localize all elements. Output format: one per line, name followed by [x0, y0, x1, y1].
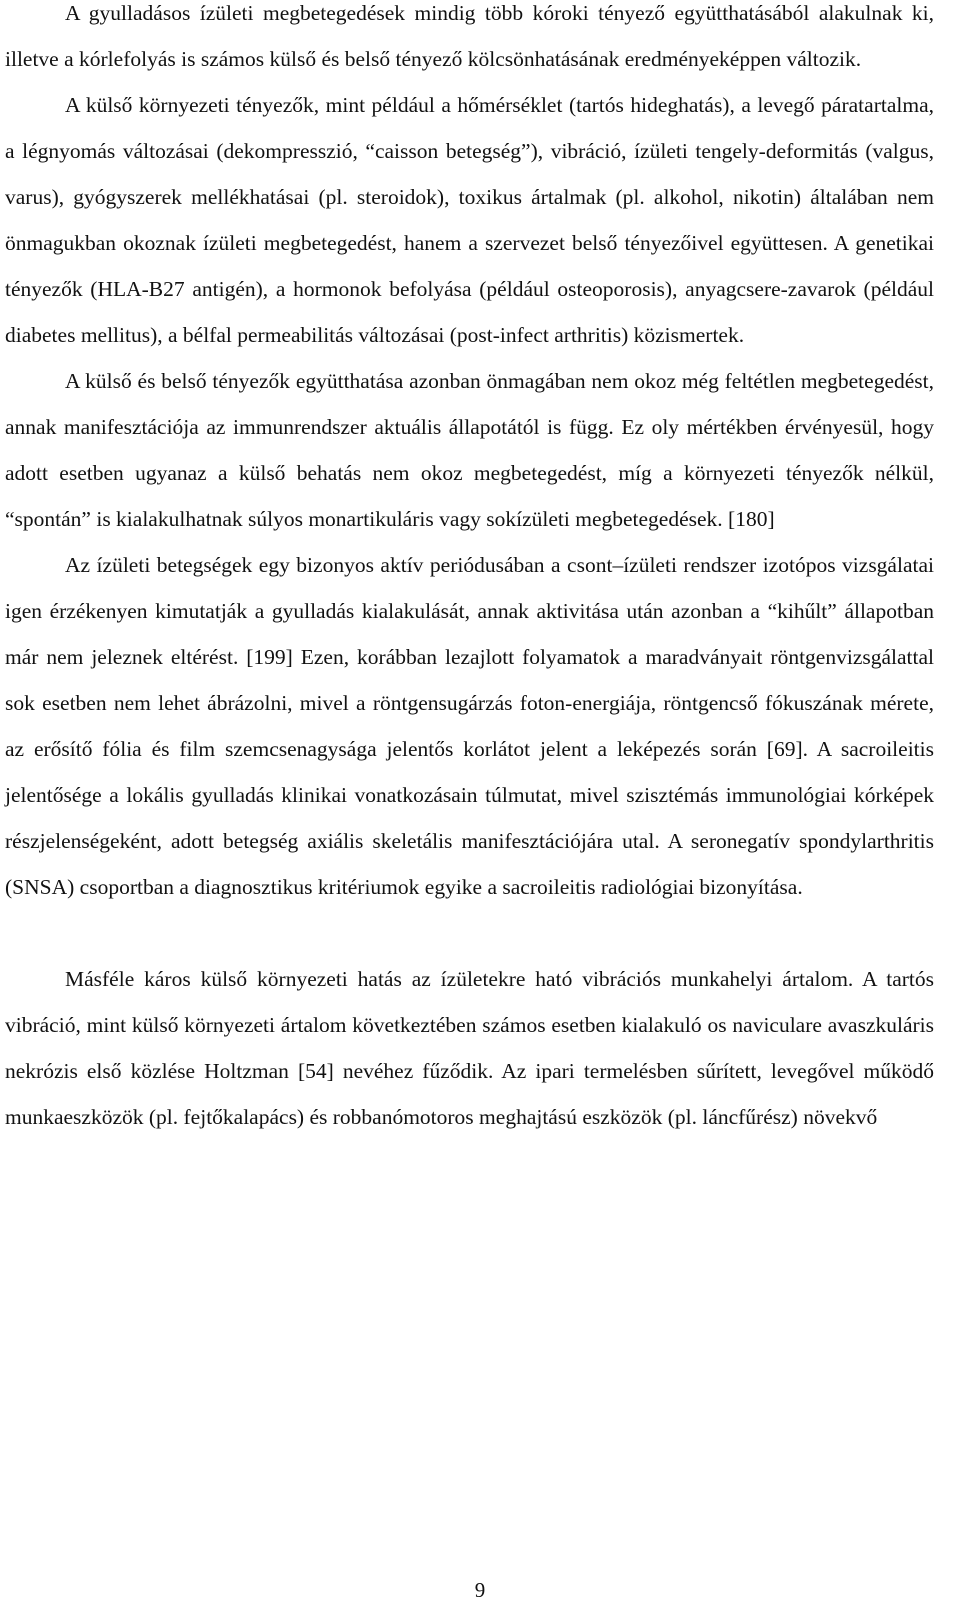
paragraph-isotope-examination: Az ízületi betegségek egy bizonyos aktív periódusában a csont–ízületi rendszer izotópos vizsgálatai igen érzékenyen kimutatják a gyulladás kialakulását, annak aktivitása után azonban a “kihűlt” állapotban már nem jeleznek eltérést. [199] Ezen, korábban lezajlott folyamatok a maradványait röntgenvizsgálattal sok esetben nem lehet ábrázolni, mivel a röntgensugárzás foton-energiája, röntgencső fókuszának mérete, az erősítő fólia és film szemcsenagysága jelentős korlátot jelent a leképezés során [69]. A sacroileitis jelentősége a lokális gyulladás klinikai vonatkozásain túlmutat, mivel szisztémás immunológiai kórképek részjelenségeként, adott betegség axiális skeletális manifesztációjára utal. A seronegatív spondylarthritis (SNSA) csoportban a diagnosztikus kritériumok egyike a sacroileitis radiológiai bizonyítása. — [5, 553, 934, 899]
paragraph-immune-state: A külső és belső tényezők együtthatása azonban önmagában nem okoz még feltétlen megbetegedést, annak manifesztációja az immunrendszer aktuális állapotától is függ. Ez oly mértékben érvényesül, hogy adott esetben ugyanaz a külső behatás nem okoz megbetegedést, míg a környezeti tényezők nélkül, “spontán” is kialakulhatnak súlyos monartikuláris vagy sokízületi megbetegedések. [180] — [5, 369, 934, 531]
paragraph-inflammatory-factors: A gyulladásos ízületi megbetegedések mindig több kóroki tényező együtthatásából alakulnak ki, illetve a kórlefolyás is számos külső és belső tényező kölcsönhatásának eredményeképpen változik. — [5, 1, 934, 71]
paragraph-spacer — [5, 910, 934, 956]
page-number: 9 — [474, 1578, 486, 1602]
paragraph-vibration-damage: Másféle káros külső környezeti hatás az ízületekre ható vibrációs munkahelyi ártalom. A tartós vibráció, mint külső környezeti ártalom következtében számos esetben kialakuló os naviculare avaszkuláris nekrózis első közlése Holtzman [54] nevéhez fűződik. Az ipari termelésben sűrített, levegővel működő munkaeszközök (pl. fejtőkalapács) és robbanómotoros meghajtású eszközök (pl. láncfűrész) növekvő — [5, 967, 934, 1129]
paragraph-external-factors: A külső környezeti tényezők, mint például a hőmérséklet (tartós hideghatás), a levegő páratartalma, a légnyomás változásai (dekompresszió, “caisson betegség”), vibráció, ízületi tengely-deformitás (valgus, varus), gyógyszerek mellékhatásai (pl. steroidok), toxikus ártalmak (pl. alkohol, nikotin) általában nem önmagukban okoznak ízületi megbetegedést, hanem a szervezet belső tényezőivel együttesen. A genetikai tényezők (HLA-B27 antigén), a hormonok befolyása (például osteoporosis), anyagcsere-zavarok (például diabetes mellitus), a bélfal permeabilitás változásai (post-infect arthritis) közismertek. — [5, 93, 934, 347]
document-page — [5, 0, 934, 1140]
